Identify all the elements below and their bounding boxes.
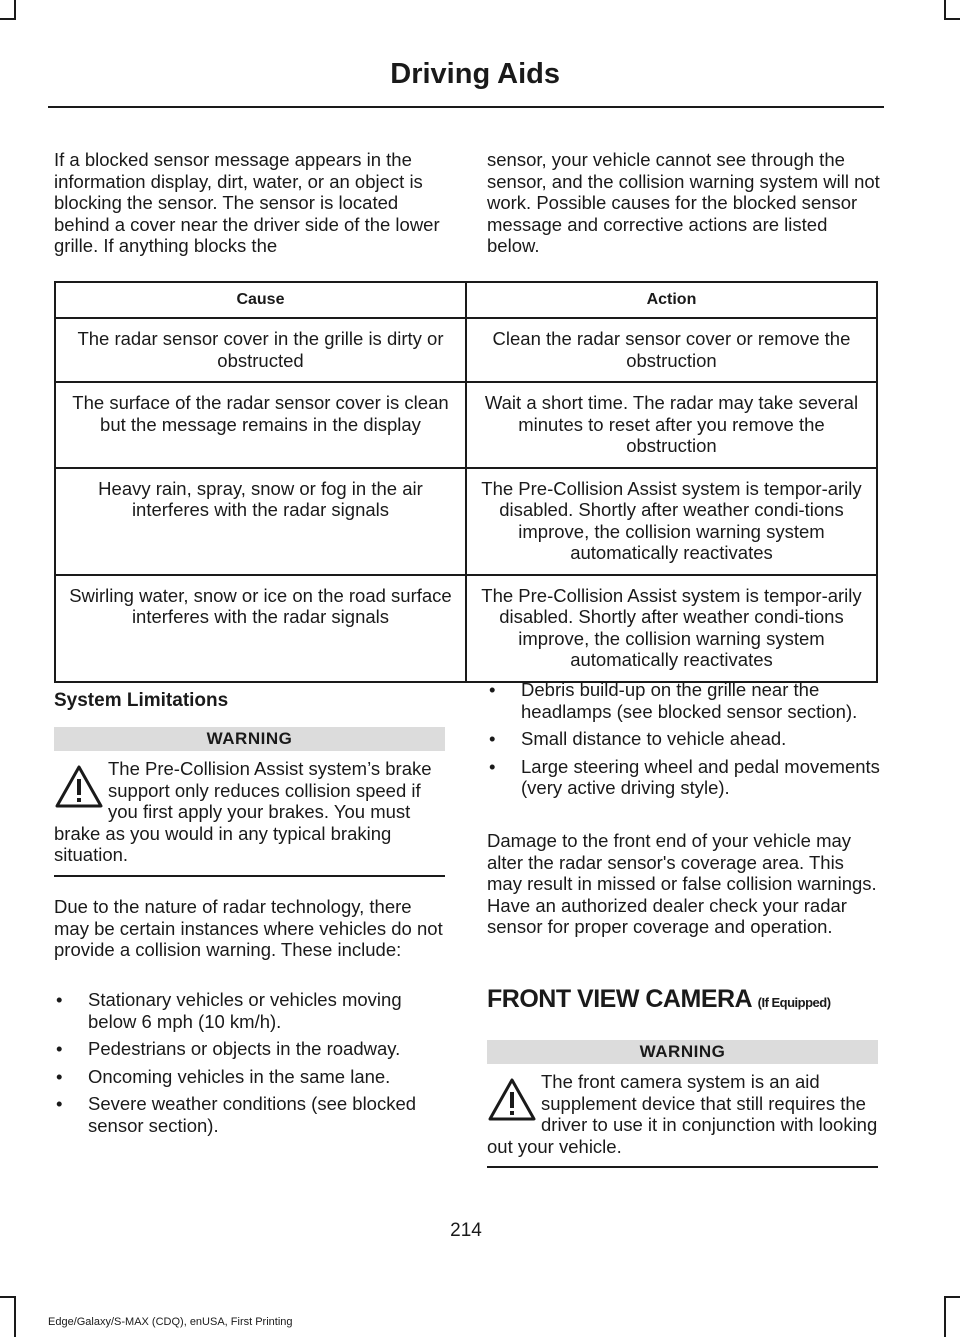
cause-cell: The surface of the radar sensor cover is clean but the message remains in the display bbox=[55, 382, 466, 468]
cause-cell: Heavy rain, spray, snow or fog in the air interferes with the radar signals bbox=[55, 468, 466, 575]
table-row bbox=[55, 382, 877, 468]
table-row bbox=[55, 575, 877, 682]
system-limitations-heading: System Limitations bbox=[54, 690, 229, 711]
warning-triangle-icon bbox=[487, 1077, 537, 1123]
action-cell: The Pre-Collision Assist system is tempor-arily disabled. Shortly after weather condi-tions improve, the collision warning system automatically reactivates bbox=[466, 468, 877, 575]
limitations-list-left bbox=[54, 989, 448, 1142]
table-row bbox=[55, 468, 877, 575]
heading-suffix: (If Equipped) bbox=[757, 995, 831, 1010]
cause-cell: Swirling water, snow or ice on the road surface interferes with the radar signals bbox=[55, 575, 466, 682]
edition-footer: Edge/Galaxy/S-MAX (CDQ), enUSA, First Printing bbox=[48, 1316, 293, 1328]
intro-right: sensor, your vehicle cannot see through the sensor, and the collision warning system will not work. Possible causes for the blocked sensor message and corrective actions are listed below. bbox=[487, 149, 880, 256]
list-item: • Oncoming vehicles in the same lane. bbox=[54, 1066, 448, 1088]
crop-mark bbox=[944, 1296, 946, 1337]
crop-mark bbox=[14, 0, 16, 20]
list-item: • Severe weather conditions (see blocked sensor section). bbox=[54, 1093, 448, 1136]
page-number: 214 bbox=[450, 1220, 482, 1241]
table-row bbox=[55, 318, 877, 382]
warning-label: WARNING bbox=[487, 1040, 878, 1064]
radar-limitations-para: Due to the nature of radar technology, there may be certain instances where vehicles do not provide a collision warning. These include: bbox=[54, 896, 443, 960]
limitations-list-right bbox=[487, 679, 881, 805]
table-header-row bbox=[55, 282, 877, 318]
action-header: Action bbox=[466, 282, 877, 318]
warning-triangle-icon bbox=[54, 764, 104, 810]
heading-main: FRONT VIEW CAMERA bbox=[487, 985, 752, 1013]
list-item: • Large steering wheel and pedal movements (very active driving style). bbox=[487, 756, 881, 799]
warning-label: WARNING bbox=[54, 727, 445, 751]
action-cell: Clean the radar sensor cover or remove the obstruction bbox=[466, 318, 877, 382]
section-title: Driving Aids bbox=[390, 58, 560, 90]
list-item: • Stationary vehicles or vehicles moving below 6 mph (10 km/h). bbox=[54, 989, 448, 1032]
warning-box-radar bbox=[54, 727, 445, 877]
cause-cell: The radar sensor cover in the grille is dirty or obstructed bbox=[55, 318, 466, 382]
crop-mark bbox=[944, 0, 946, 20]
crop-mark bbox=[0, 1296, 16, 1298]
warning-body bbox=[487, 1064, 878, 1168]
action-cell: The Pre-Collision Assist system is tempor-arily disabled. Shortly after weather condi-tions improve, the collision warning system automatically reactivates bbox=[466, 575, 877, 682]
warning-box-camera bbox=[487, 1040, 878, 1168]
damage-para: Damage to the front end of your vehicle may alter the radar sensor's coverage area. This may result in missed or false collision warnings. Have an authorized dealer check your radar sensor for proper coverage and operation. bbox=[487, 830, 877, 937]
crop-mark bbox=[0, 18, 16, 20]
crop-mark bbox=[14, 1296, 16, 1337]
list-item: • Pedestrians or objects in the roadway. bbox=[54, 1038, 448, 1060]
action-cell: Wait a short time. The radar may take several minutes to reset after you remove the obstruction bbox=[466, 382, 877, 468]
list-item: • Small distance to vehicle ahead. bbox=[487, 728, 881, 750]
crop-mark bbox=[944, 18, 960, 20]
warning-text: The front camera system is an aid supplement device that still requires the driver to use it in conjunction with looking out your vehicle. bbox=[487, 1071, 878, 1157]
header-rule bbox=[48, 106, 884, 108]
crop-mark bbox=[944, 1296, 960, 1298]
intro-left: If a blocked sensor message appears in the information display, dirt, water, or an object is blocking the sensor. The sensor is located behind a cover near the driver side of the lower grille. If anything blocks the bbox=[54, 149, 440, 256]
list-item: • Debris build-up on the grille near the headlamps (see blocked sensor section). bbox=[487, 679, 881, 722]
warning-text: The Pre-Collision Assist system’s brake support only reduces collision speed if you first apply your brakes. You must brake as you would in any typical braking situation. bbox=[54, 758, 432, 865]
front-view-camera-heading bbox=[487, 985, 831, 1014]
cause-action-table bbox=[54, 281, 878, 683]
cause-header: Cause bbox=[55, 282, 466, 318]
warning-body bbox=[54, 751, 445, 877]
